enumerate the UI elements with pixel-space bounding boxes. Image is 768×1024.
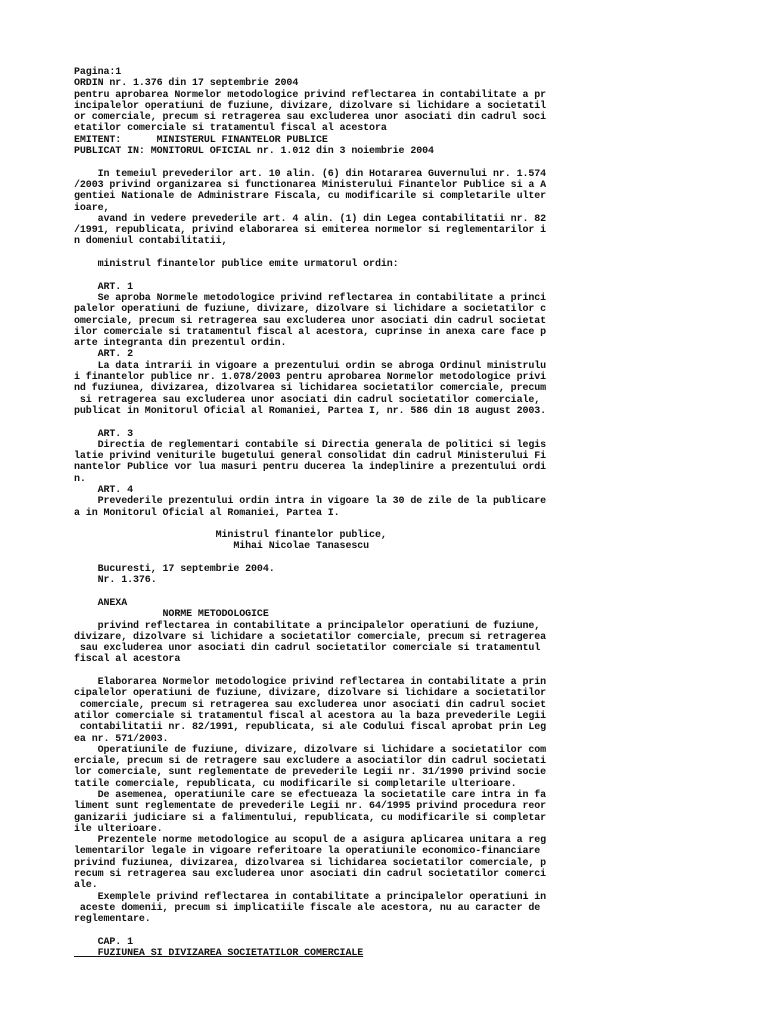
text-line: PUBLICAT IN: MONITORUL OFICIAL nr. 1.012 din 3 noiembrie 2004 [74, 146, 434, 158]
text-line: nd fuziunea, divizarea, dizolvarea si lichidarea societatilor comerciale, precum [74, 383, 547, 395]
text-line: ministrul finantelor publice emite urmatorul ordin: [74, 259, 399, 271]
text-line: n. [74, 473, 86, 485]
blank-line [74, 666, 574, 677]
text-line: ile ulterioare. [74, 823, 163, 835]
text-line: Prezentele norme metodologice au scopul de a asigura aplicarea unitara a reg [74, 835, 547, 847]
text-line: omerciale, precum si retragerea sau excluderea unor asociati din cadrul societat [74, 315, 547, 327]
text-line: ART. 2 [74, 349, 134, 361]
text-line: i finantelor publice nr. 1.078/2003 pentru aprobarea Normelor metodologice privi [74, 372, 547, 384]
text-line: arte integranta din prezentul ordin. [74, 338, 287, 350]
text-line: Prevederile prezentului ordin intra in vigoare la 30 de zile de la publicare [74, 496, 547, 508]
text-line: pentru aprobarea Normelor metodologice privind reflectarea in contabilitate a pr [74, 89, 547, 101]
text-line: NORME METODOLOGICE [74, 609, 269, 621]
text-line: De asemenea, operatiunile care se efectueaza la societatile care intra in fa [74, 790, 547, 801]
text-line: tatile comerciale, republicata, cu modificarile si completarile ulterioare. [74, 778, 517, 790]
text-line: gentiei Nationale de Administrare Fiscala, cu modificarile si completarile ulter [74, 191, 547, 203]
text-line: Nr. 1.376. [74, 575, 157, 587]
text-line: FUZIUNEA SI DIVIZAREA SOCIETATILOR COMERCIALE [74, 948, 364, 960]
text-line: lementarilor legale in vigoare referitoare la operatiunile economico-financiare [74, 846, 541, 858]
blank-line [74, 248, 574, 259]
text-line: Operatiunile de fuziune, divizare, dizolvare si lichidare a societatilor com [74, 744, 547, 756]
text-line: privind reflectarea in contabilitate a principalelor operatiuni de fuziune, [74, 620, 541, 632]
text-line: lor comerciale, sunt reglementate de prevederile Legii nr. 31/1990 privind socie [74, 767, 547, 779]
text-line: ale. [74, 880, 98, 892]
blank-line [74, 519, 574, 530]
text-line: incipalelor operatiuni de fuziune, divizare, dizolvare si lichidare a societatil [74, 100, 547, 112]
text-line: ganizarii judiciare si a falimentului, republicata, cu modificarile si completar [74, 812, 547, 824]
text-line: aceste domenii, precum si implicatiile fiscale ale acestora, nu au caracter de [74, 902, 541, 914]
text-line: ea nr. 571/2003. [74, 733, 169, 745]
text-line: fiscal al acestora [74, 654, 181, 666]
blank-line [74, 417, 574, 428]
text-line: publicat in Monitorul Oficial al Romaniei, Partea I, nr. 586 din 18 august 2003. [74, 405, 547, 417]
text-line: privind fuziunea, divizarea, dizolvarea si lichidarea societatilor comerciale, p [74, 857, 547, 869]
text-line: si retragerea sau excluderea unor asociati din cadrul societatilor comerciale, [74, 394, 541, 406]
text-line: avand in vedere prevederile art. 4 alin. (1) din Legea contabilitatii nr. 82 [74, 213, 547, 225]
text-line: ART. 4 [74, 484, 134, 496]
text-line: ANEXA [74, 597, 128, 609]
text-line: In temeiul prevederilor art. 10 alin. (6) din Hotararea Guvernului nr. 1.574 [74, 168, 547, 180]
text-line: latie privind veniturile bugetului general consolidat din cadrul Ministerului Fi [74, 451, 547, 463]
blank-line [74, 587, 574, 598]
text-line: EMITENT: MINISTERUL FINANTELOR PUBLICE [74, 134, 328, 146]
text-line: etatilor comerciale si tratamentul fiscal al acestora [74, 123, 387, 135]
text-line: ORDIN nr. 1.376 din 17 septembrie 2004 [74, 78, 299, 90]
text-line: Directia de reglementari contabile si Directia generala de politici si legis [74, 439, 547, 451]
text-line: sau excluderea unor asociati din cadrul societatilor comerciale si tratamentul [74, 643, 541, 655]
text-line: recum si retragerea sau excluderea unor asociati din cadrul societatilor comerci [74, 869, 547, 881]
text-line: /2003 privind organizarea si functionarea Ministerului Finantelor Publice si a A [74, 179, 547, 191]
blank-line [74, 270, 574, 281]
text-line: comerciale, precum si retragerea sau excluderea unor asociati din cadrul societ [74, 699, 547, 711]
text-line: divizare, dizolvare si lichidare a societatilor comerciale, precum si retragerea [74, 631, 547, 643]
blank-line [74, 553, 574, 564]
text-line: ioare, [74, 202, 110, 214]
text-line: ART. 1 [74, 281, 134, 293]
text-line: atilor comerciale si tratamentul fiscal al acestora au la baza prevederile Legii [74, 710, 547, 722]
text-line: ART. 3 [74, 428, 134, 440]
text-line: reglementare. [74, 914, 151, 926]
text-line: or comerciale, precum si retragerea sau excluderea unor asociati din cadrul soci [74, 112, 547, 124]
text-line: Mihai Nicolae Tanasescu [74, 541, 370, 553]
text-line: palelor operatiuni de fuziune, divizare, dizolvare si lichidare a societatilor c [74, 304, 547, 316]
text-line: CAP. 1 [74, 936, 134, 948]
text-line: a in Monitorul Oficial al Romaniei, Partea I. [74, 507, 340, 519]
text-line: Elaborarea Normelor metodologice privind reflectarea in contabilitate a prin [74, 677, 547, 689]
blank-line [74, 157, 574, 168]
text-line: cipalelor operatiuni de fuziune, divizare, dizolvare si lichidare a societatilor [74, 688, 547, 700]
text-line: ilor comerciale si tratamentul fiscal al acestora, cuprinse in anexa care face p [74, 326, 547, 338]
text-line: liment sunt reglementate de prevederile Legii nr. 64/1995 privind procedura reor [74, 801, 547, 813]
text-line: Bucuresti, 17 septembrie 2004. [74, 564, 275, 576]
text-line: nantelor Publice vor lua masuri pentru ducerea la indeplinire a prezentului ordi [74, 462, 547, 474]
text-line: Ministrul finantelor publice, [74, 530, 387, 542]
text-line: La data intrarii in vigoare a prezentului ordin se abroga Ordinul ministrulu [74, 360, 547, 372]
text-line: /1991, republicata, privind elaborarea si emiterea normelor si reglementarilor i [74, 225, 547, 237]
text-line: Pagina:1 [74, 67, 122, 78]
blank-line [74, 926, 574, 937]
text-line: Exemplele privind reflectarea in contabilitate a principalelor operatiuni in [74, 891, 547, 903]
text-line: n domeniul contabilitatii, [74, 236, 228, 248]
text-line: erciale, precum si de retragere sau excludere a asociatilor din cadrul societati [74, 756, 547, 768]
document-page [74, 67, 574, 959]
text-line: contabilitatii nr. 82/1991, republicata, si ale Codului fiscal aprobat prin Leg [74, 722, 547, 734]
text-line: Se aproba Normele metodologice privind reflectarea in contabilitate a princi [74, 292, 547, 304]
